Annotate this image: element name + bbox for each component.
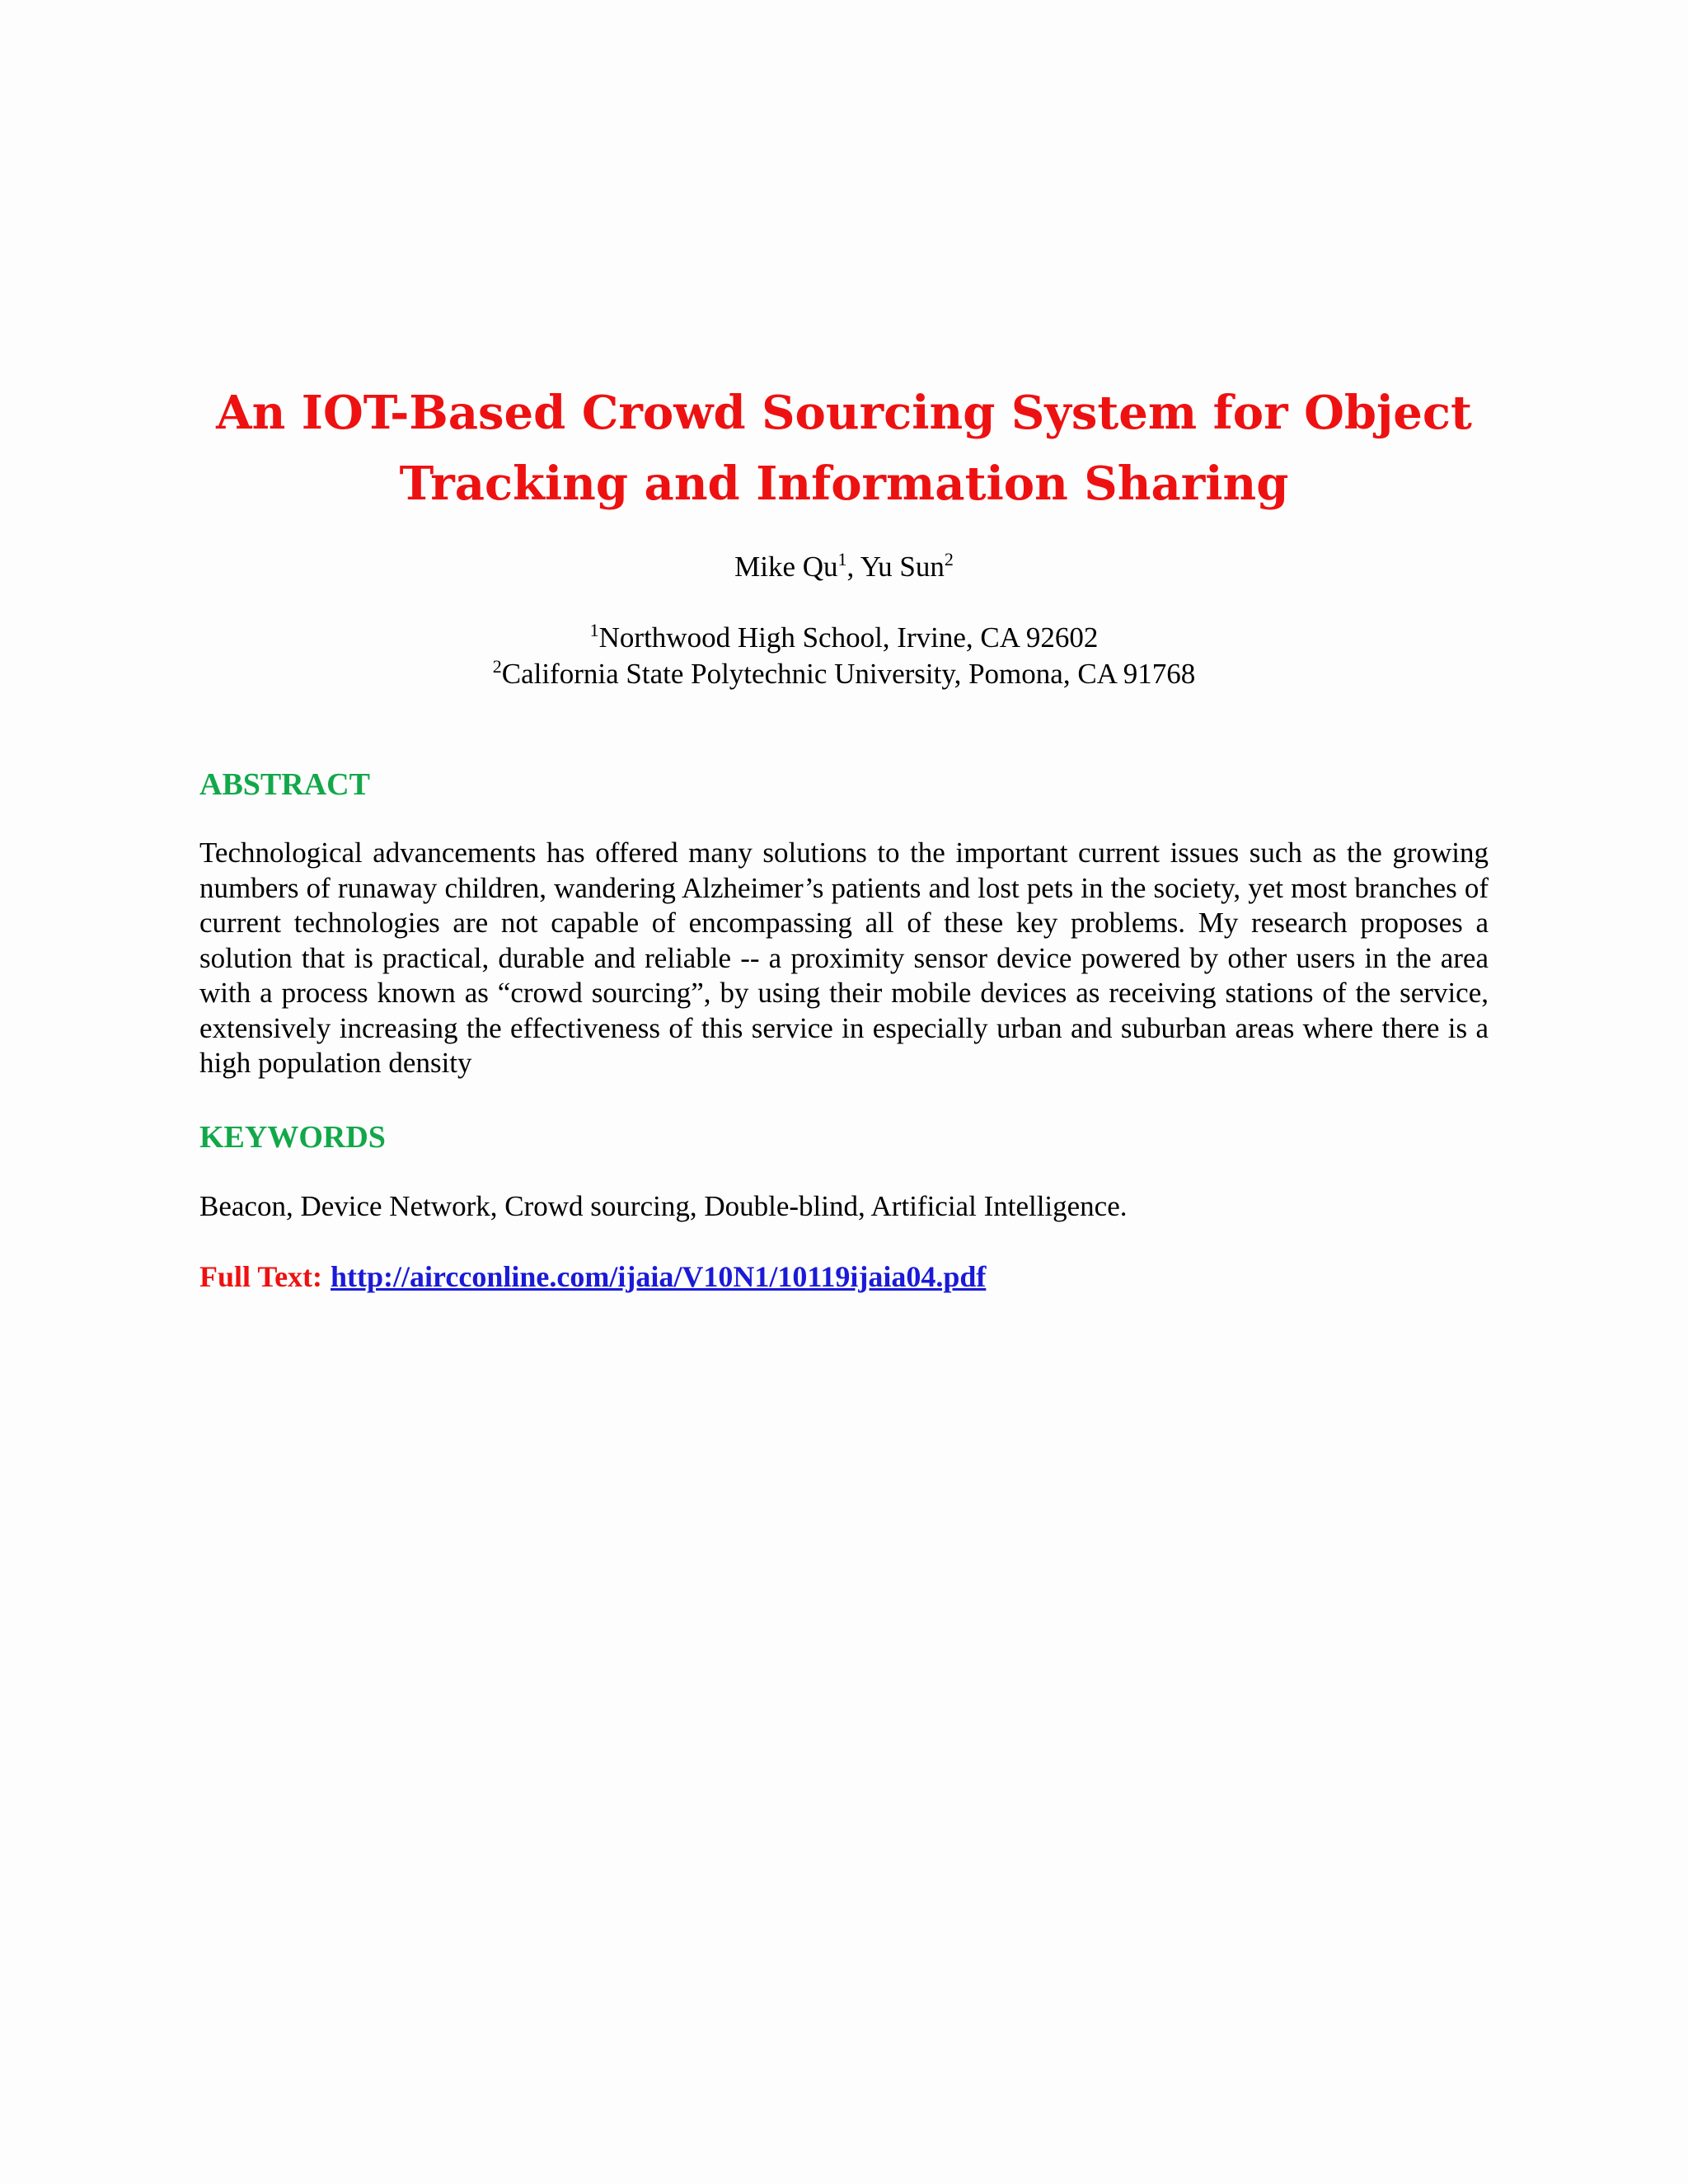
affiliation-marker: 1 — [589, 620, 599, 641]
author-affiliation-marker: 2 — [944, 549, 954, 570]
abstract-text: Technological advancements has offered many solutions to the important current issues such as the growing numbers of runaway children, wandering Alzheimer’s patients and lost pets in the society, yet most branches of current technologies are not capable of encompassing all of these key problems. My research proposes a solution that is practical, durable and reliable -- a proximity sensor device powered by other users in the area with a process known as “crowd sourcing”, by using their mobile devices as receiving stations of the service, extensively increasing the effectiveness of this service in especially urban and suburban areas where there is a high population density — [199, 837, 1489, 1079]
full-text-label: Full Text: — [199, 1260, 323, 1293]
author-name: Mike Qu — [734, 551, 838, 583]
author-list — [0, 549, 1688, 585]
paper-title — [199, 377, 1489, 519]
full-text-line — [199, 1258, 986, 1296]
full-text-link[interactable]: http://aircconline.com/ijaia/V10N1/10119ijaia04.pdf — [331, 1260, 987, 1293]
affiliation-line — [0, 620, 1688, 656]
title-line-1: An IOT-Based Crowd Sourcing System for Object — [216, 386, 1472, 440]
title-line-2: Tracking and Information Sharing — [399, 457, 1289, 511]
keywords-heading: KEYWORDS — [199, 1120, 386, 1155]
affiliation-text: California State Polytechnic University, Pomona, CA 91768 — [501, 658, 1196, 690]
author-affiliation-marker: 1 — [837, 549, 847, 570]
author-separator: , — [846, 551, 860, 583]
affiliation-marker: 2 — [492, 656, 502, 677]
abstract-heading: ABSTRACT — [199, 767, 370, 802]
affiliations — [0, 620, 1688, 692]
author-name: Yu Sun — [860, 551, 945, 583]
affiliation-line — [0, 656, 1688, 692]
affiliation-text: Northwood High School, Irvine, CA 92602 — [598, 621, 1099, 654]
keywords-text: Beacon, Device Network, Crowd sourcing, Double-blind, Artificial Intelligence. — [199, 1190, 1128, 1222]
